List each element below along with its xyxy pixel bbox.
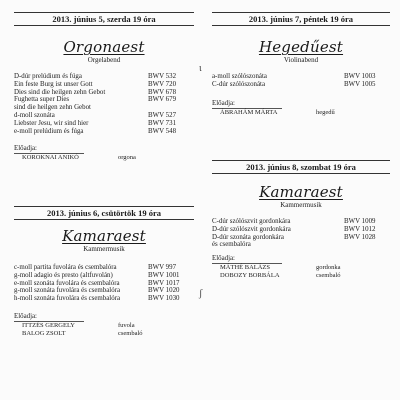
program-item xyxy=(14,280,194,288)
program-list xyxy=(14,73,194,135)
performer-row xyxy=(212,264,390,272)
concert-date: 2013. június 7, péntek 19 óra xyxy=(212,12,390,26)
bwv-number: BWV 1017 xyxy=(148,279,180,287)
bwv-number: BWV 1005 xyxy=(344,80,376,88)
work-title: h-moll szonáta fuvolára és csembalóra xyxy=(14,295,120,303)
program-item xyxy=(212,73,390,81)
work-title: d-moll szonáta xyxy=(14,111,55,119)
concert-violin xyxy=(212,12,390,117)
work-title: és csembalóra xyxy=(212,241,251,249)
work-title: e-moll prelúdium és fúga xyxy=(14,127,84,135)
performer-instrument: hegedű xyxy=(316,108,335,116)
program-item xyxy=(14,73,194,81)
performer-name: ÁBRAHÁM MÁRTA xyxy=(220,108,278,116)
performer-row xyxy=(14,330,194,338)
performer-name: ITTZÉS GERGELY xyxy=(22,321,75,329)
program-item xyxy=(14,272,194,280)
program-item xyxy=(212,234,390,242)
program-item xyxy=(14,81,194,89)
performer-heading: Előadja: xyxy=(212,99,235,107)
program-list xyxy=(212,73,390,89)
performer-instrument: csembaló xyxy=(118,329,143,337)
concert-subtitle: Kammermusik xyxy=(83,245,125,253)
right-column xyxy=(212,0,390,400)
bwv-number: BWV 548 xyxy=(148,127,177,135)
program-item xyxy=(14,96,194,104)
bwv-number: BWV 1028 xyxy=(344,233,376,241)
program-list xyxy=(14,264,194,303)
program-item xyxy=(14,128,194,136)
left-column xyxy=(14,0,194,400)
program-item xyxy=(14,295,194,303)
work-title: Fughetta super Dies xyxy=(14,96,70,104)
binding-mark: ʃ xyxy=(199,288,203,299)
bwv-number: BWV 1020 xyxy=(148,287,180,295)
work-title: Dies sind die heilgen zehn Gebot xyxy=(14,88,106,96)
work-title: C-dúr szólószonáta xyxy=(212,80,266,88)
bwv-number: BWV 720 xyxy=(148,80,177,88)
performer-row xyxy=(212,109,390,117)
bwv-number: BWV 1003 xyxy=(344,73,376,80)
performer-instrument: fuvola xyxy=(118,321,135,329)
performer-row xyxy=(14,322,194,330)
work-title: D-dúr prelúdium és fúga xyxy=(14,73,82,80)
performer-name: BALOG ZSOLT xyxy=(22,329,66,337)
bwv-number: BWV 678 xyxy=(148,88,177,96)
concert-subtitle: Orgelabend xyxy=(87,56,121,64)
program-item xyxy=(212,226,390,234)
bwv-number: BWV 1001 xyxy=(148,271,180,279)
performer-row xyxy=(212,272,390,280)
work-title: g-moll szonáta fuvolára és csembalóra xyxy=(14,287,120,295)
work-title: C-dúr szólószvit gordonkára xyxy=(212,218,291,225)
performer-name: KOROKNAI ANIKÓ xyxy=(22,154,79,162)
bwv-number xyxy=(148,104,194,112)
program-item xyxy=(14,287,194,295)
work-title: c-moll partita fuvolára és csembalóra xyxy=(14,264,117,271)
work-title: g-moll adagio és presto (altfuvolán) xyxy=(14,271,113,279)
program-item xyxy=(212,218,390,226)
concert-subtitle: Violinabend xyxy=(283,56,319,64)
bwv-number: BWV 679 xyxy=(148,96,177,104)
performer-instrument: gordonka xyxy=(316,264,341,272)
concert-chamber-1 xyxy=(14,206,194,338)
bwv-number: BWV 731 xyxy=(148,119,177,127)
work-title: Ein feste Burg ist unser Gott xyxy=(14,80,93,88)
bwv-number: BWV 997 xyxy=(148,264,177,271)
concert-date: 2013. június 6, csütörtök 19 óra xyxy=(14,206,194,220)
performer-heading: Előadja: xyxy=(14,312,37,320)
program-item xyxy=(14,104,194,112)
program-item xyxy=(212,241,390,249)
bwv-number xyxy=(344,241,390,249)
program-item xyxy=(14,89,194,97)
performer-instrument: csembaló xyxy=(316,272,341,280)
concert-subtitle: Kammermusik xyxy=(280,201,322,209)
concert-organ xyxy=(14,12,194,162)
bwv-number: BWV 1012 xyxy=(344,225,376,233)
work-title: D-dúr szonáta gordonkára xyxy=(212,233,284,241)
performer-row xyxy=(14,154,194,162)
concert-date: 2013. június 8, szombat 19 óra xyxy=(212,160,390,174)
concert-title: Hegedűest xyxy=(258,38,344,56)
concert-title: Kamaraest xyxy=(62,227,146,245)
performer-heading: Előadja: xyxy=(212,255,235,263)
binding-mark: ɩ xyxy=(199,63,202,74)
performer-name: MÁTHÉ BALÁZS xyxy=(220,264,271,272)
work-title: a-moll szólószonáta xyxy=(212,73,267,80)
bwv-number: BWV 1030 xyxy=(148,295,180,303)
work-title: sind die heilgen zehn Gebot xyxy=(14,104,91,112)
concert-date: 2013. június 5, szerda 19 óra xyxy=(14,12,194,26)
concert-title: Orgonaest xyxy=(63,38,145,56)
performer-heading: Előadja: xyxy=(14,145,37,153)
concert-chamber-2 xyxy=(212,160,390,280)
concert-title: Kamaraest xyxy=(259,183,343,201)
bwv-number: BWV 532 xyxy=(148,73,177,80)
program-item xyxy=(14,264,194,272)
work-title: e-moll szonáta fuvolára és csembalóra xyxy=(14,279,120,287)
program-item xyxy=(212,81,390,89)
program-item xyxy=(14,120,194,128)
program-item xyxy=(14,112,194,120)
performer-name: DOBOZY BORBÁLA xyxy=(220,272,280,280)
work-title: D-dúr szólószvit gordonkára xyxy=(212,225,291,233)
performer-instrument: orgona xyxy=(118,154,136,162)
bwv-number: BWV 1009 xyxy=(344,218,376,225)
program-list xyxy=(212,218,390,249)
bwv-number: BWV 527 xyxy=(148,111,177,119)
work-title: Liebster Jesu, wir sind hier xyxy=(14,119,89,127)
